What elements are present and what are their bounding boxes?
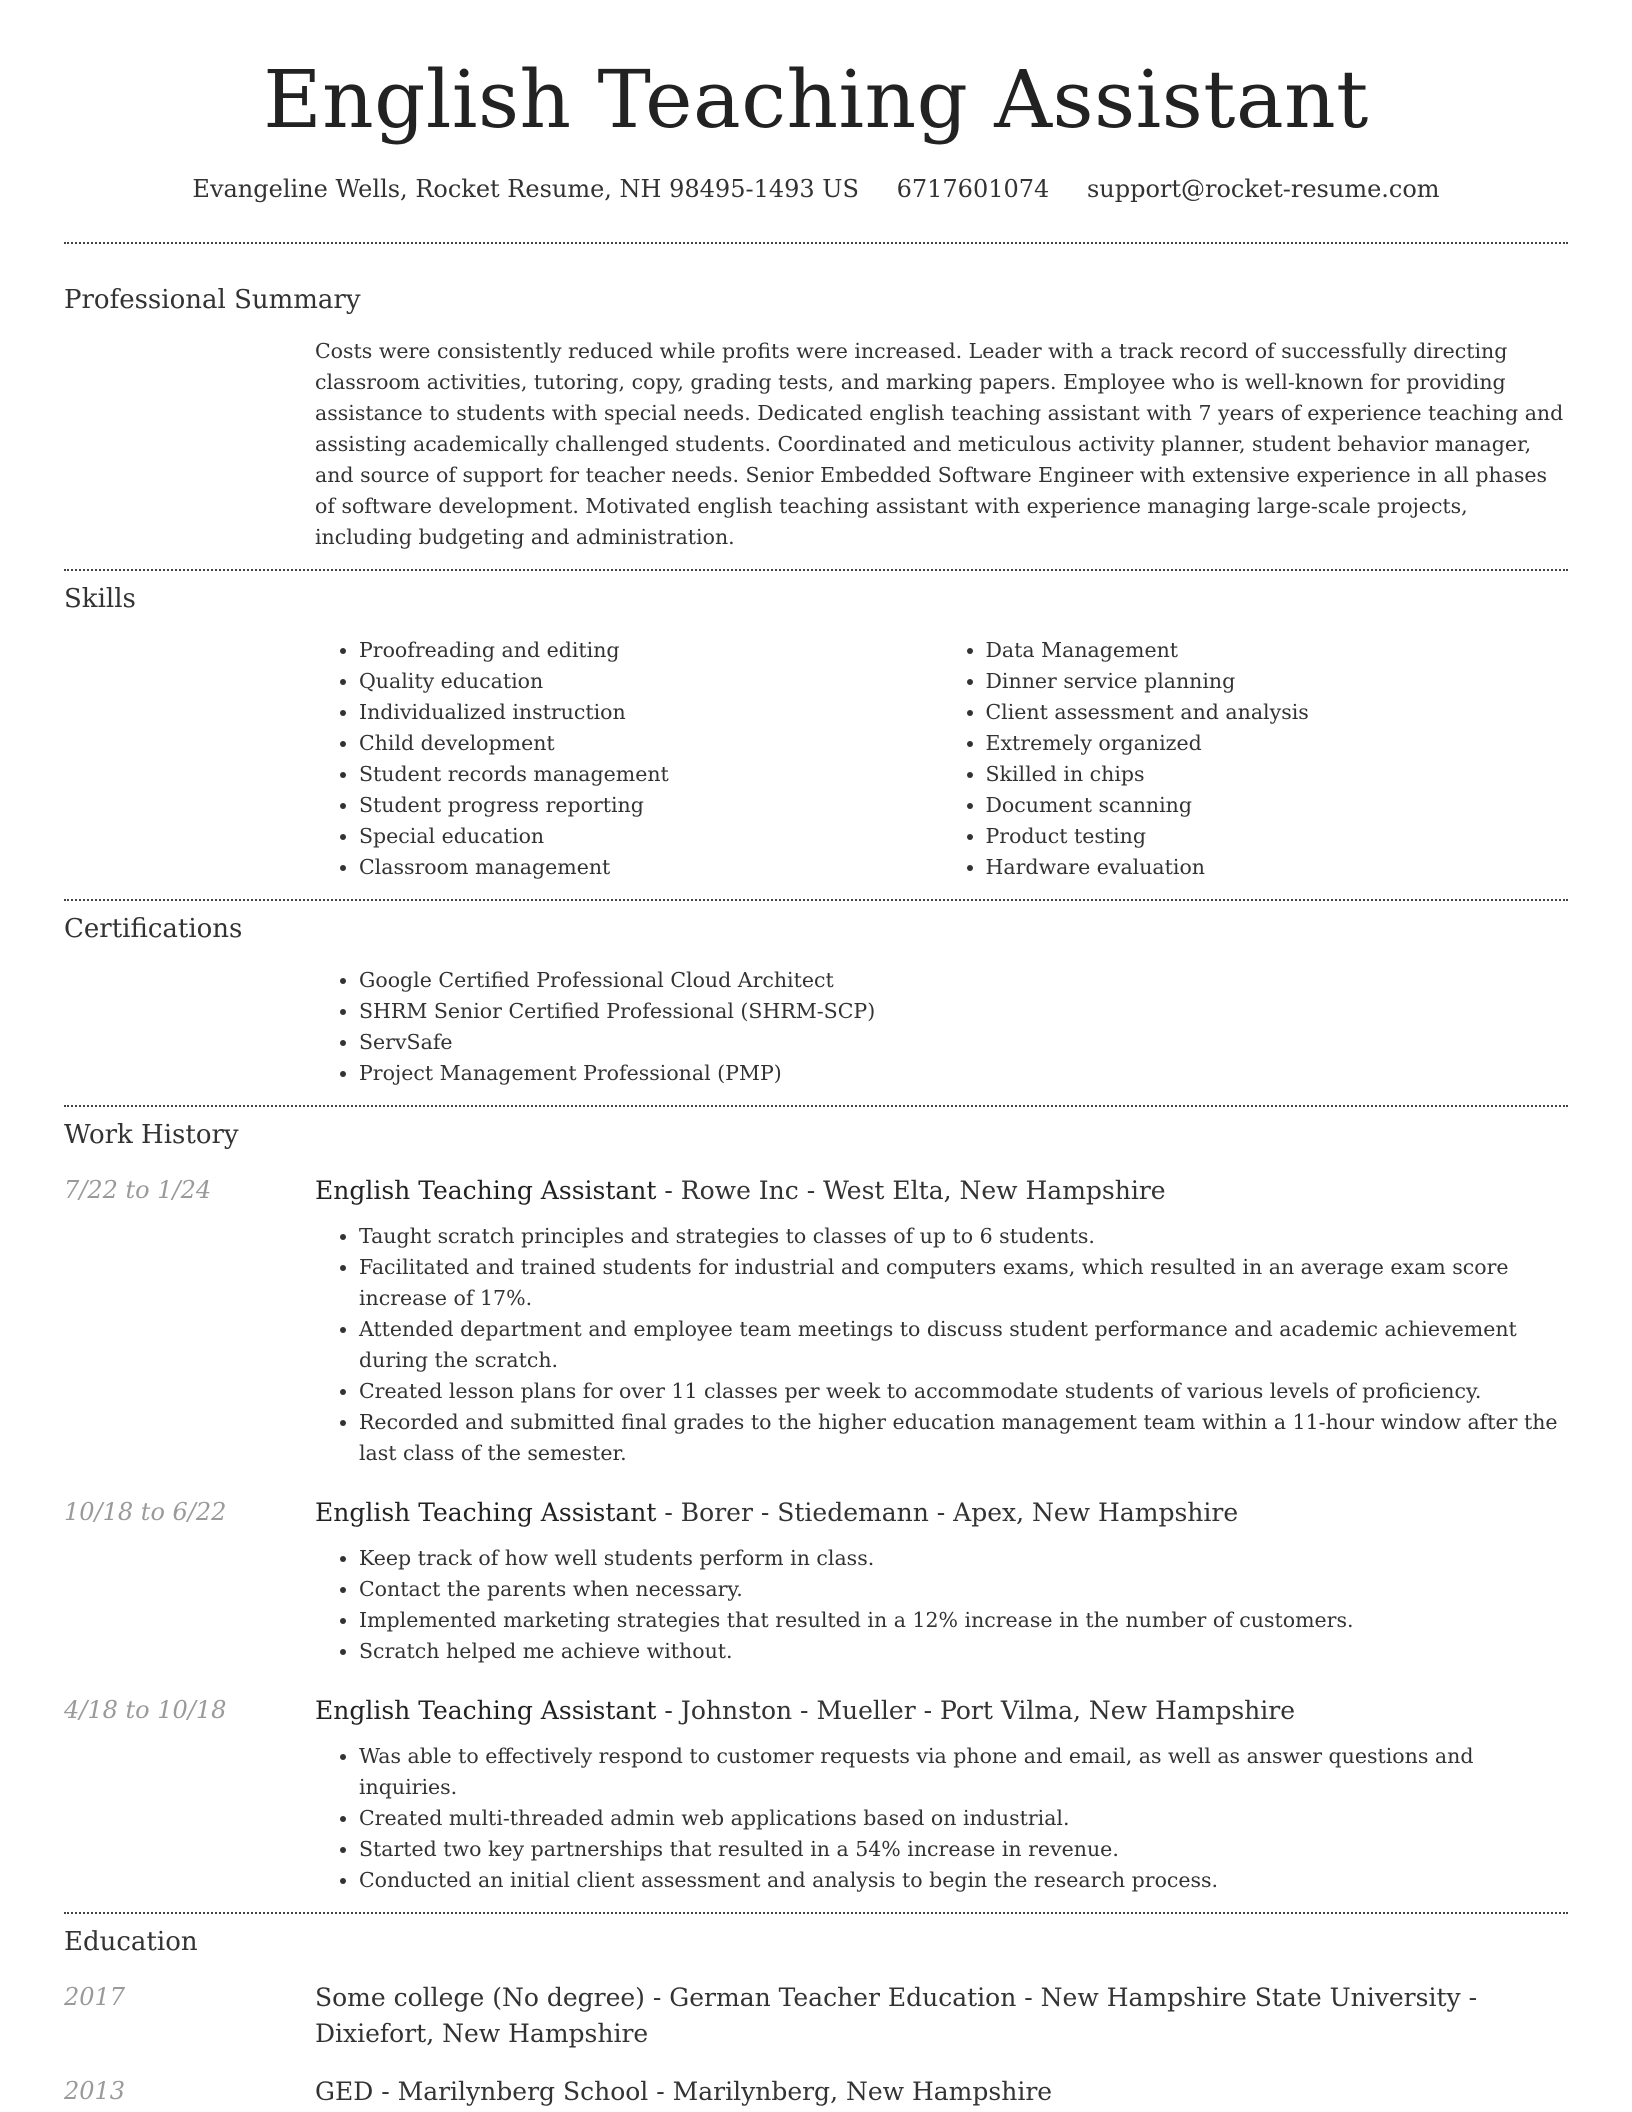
- job-bullet: • Was able to effectively respond to customer requests via phone and email, as well as answer questions and inquiries.: [359, 1741, 1568, 1803]
- job-dates: 4/18 to 10/18: [64, 1696, 227, 1724]
- job-body: [315, 1173, 1568, 1469]
- job-bullet: • Attended department and employee team meetings to discuss student performance and academic achievement during the scratch.: [359, 1314, 1568, 1376]
- certification-item: • Project Management Professional (PMP): [359, 1058, 1568, 1089]
- divider: [64, 1105, 1568, 1107]
- summary-heading: Professional Summary: [64, 285, 361, 315]
- job-bullets: [315, 1221, 1568, 1469]
- job-body: [315, 1495, 1568, 1667]
- skill-item: • Proofreading and editing: [359, 635, 942, 666]
- job-bullet: • Keep track of how well students perform in class.: [359, 1543, 1568, 1574]
- job-bullet: • Implemented marketing strategies that resulted in a 12% increase in the number of customers.: [359, 1605, 1568, 1636]
- job-employer: - Borer - Stiedemann - Apex, New Hampshire: [656, 1498, 1239, 1527]
- job-title: [315, 1495, 1568, 1531]
- job-bullets: [315, 1543, 1568, 1667]
- job-entry: [64, 1173, 1568, 1469]
- education-year: 2017: [64, 1983, 126, 2011]
- resume-title: English Teaching Assistant: [263, 53, 1369, 146]
- certifications-body: [315, 965, 1568, 1089]
- skills-columns: [315, 635, 1568, 883]
- skill-item: • Skilled in chips: [986, 759, 1569, 790]
- skills-list-right: [942, 635, 1569, 883]
- skill-item: • Student progress reporting: [359, 790, 942, 821]
- skill-item: • Data Management: [986, 635, 1569, 666]
- skill-item: • Hardware evaluation: [986, 852, 1569, 883]
- education-section: [0, 1924, 1632, 2110]
- job-bullet: • Started two key partnerships that resulted in a 54% increase in revenue.: [359, 1834, 1568, 1865]
- job-role: English Teaching Assistant: [315, 1696, 657, 1725]
- job-entry: [64, 1693, 1568, 1896]
- contact-phone: 6717601074: [896, 175, 1050, 203]
- divider: [64, 1912, 1568, 1914]
- contact-line: [0, 174, 1632, 204]
- job-bullets: [315, 1741, 1568, 1896]
- education-title: [315, 2074, 1568, 2110]
- job-title: [315, 1173, 1568, 1209]
- divider: [64, 899, 1568, 901]
- skills-list-left: [315, 635, 942, 883]
- job-bullet: • Created lesson plans for over 11 classes per week to accommodate students of various levels of proficiency.: [359, 1376, 1568, 1407]
- skill-item: • Quality education: [359, 666, 942, 697]
- certifications-section: [0, 911, 1632, 1089]
- job-title: [315, 1693, 1568, 1729]
- skill-item: • Child development: [359, 728, 942, 759]
- education-degree: Some college (No degree) - German Teacher Education: [315, 1983, 1017, 2012]
- job-entry: [64, 1495, 1568, 1667]
- education-entry: [64, 1980, 1568, 2052]
- skill-item: • Student records management: [359, 759, 942, 790]
- job-role: English Teaching Assistant: [315, 1498, 657, 1527]
- certification-item: • SHRM Senior Certified Professional (SHRM-SCP): [359, 996, 1568, 1027]
- summary-section: [0, 282, 1632, 553]
- skills-heading: Skills: [64, 584, 136, 614]
- job-bullet: • Created multi-threaded admin web applications based on industrial.: [359, 1803, 1568, 1834]
- skill-item: • Special education: [359, 821, 942, 852]
- skill-item: • Individualized instruction: [359, 697, 942, 728]
- divider: [64, 242, 1568, 244]
- certifications-list: [315, 965, 1568, 1089]
- job-bullet: • Recorded and submitted final grades to the higher education management team within a 11-hour window after the last class of the semester.: [359, 1407, 1568, 1469]
- summary-body: [315, 336, 1568, 553]
- work-heading: Work History: [64, 1120, 239, 1150]
- contact-email: support@rocket-resume.com: [1086, 175, 1440, 203]
- job-bullet: • Facilitated and trained students for industrial and computers exams, which resulted in an average exam score increase of 17%.: [359, 1252, 1568, 1314]
- skill-item: • Product testing: [986, 821, 1569, 852]
- skill-item: • Dinner service planning: [986, 666, 1569, 697]
- skill-item: • Client assessment and analysis: [986, 697, 1569, 728]
- education-heading: Education: [64, 1927, 198, 1957]
- skill-item: • Document scanning: [986, 790, 1569, 821]
- job-bullet: • Conducted an initial client assessment and analysis to begin the research process.: [359, 1865, 1568, 1896]
- contact-address: Evangeline Wells, Rocket Resume, NH 98495-1493 US: [192, 175, 859, 203]
- job-bullet: • Scratch helped me achieve without.: [359, 1636, 1568, 1667]
- skill-item: • Extremely organized: [986, 728, 1569, 759]
- skill-item: • Classroom management: [359, 852, 942, 883]
- education-school: - Marilynberg School - Marilynberg, New Hampshire: [373, 2077, 1053, 2106]
- job-bullet: • Taught scratch principles and strategies to classes of up to 6 students.: [359, 1221, 1568, 1252]
- education-year: 2013: [64, 2077, 126, 2105]
- education-degree: GED: [315, 2077, 374, 2106]
- work-section: [0, 1117, 1632, 1896]
- job-role: English Teaching Assistant: [315, 1176, 657, 1205]
- education-body: [315, 2074, 1568, 2110]
- education-school: - New Hampshire State University - Dixiefort, New Hampshire: [315, 1983, 1478, 2048]
- certification-item: • ServSafe: [359, 1027, 1568, 1058]
- job-dates: 10/18 to 6/22: [64, 1498, 227, 1526]
- education-body: [315, 1980, 1568, 2052]
- certification-item: • Google Certified Professional Cloud Architect: [359, 965, 1568, 996]
- divider: [64, 569, 1568, 571]
- job-bullet: • Contact the parents when necessary.: [359, 1574, 1568, 1605]
- certifications-heading: Certifications: [64, 914, 243, 944]
- job-employer: - Rowe Inc - West Elta, New Hampshire: [656, 1176, 1166, 1205]
- job-employer: - Johnston - Mueller - Port Vilma, New Hampshire: [656, 1696, 1296, 1725]
- job-dates: 7/22 to 1/24: [64, 1176, 212, 1204]
- education-entry: [64, 2074, 1568, 2110]
- summary-text: Costs were consistently reduced while profits were increased. Leader with a track record of successfully directing classroom activities, tutoring, copy, grading tests, and marking papers. Employee who is well-known for providing assistance to students with special needs. Dedicated english teaching assistant with 7 years of experience teaching and assisting academically challenged students. Coordinated and meticulous activity planner, student behavior manager, and source of support for teacher needs. Senior Embedded Software Engineer with extensive experience in all phases of software development. Motivated english teaching assistant with experience managing large-scale projects, including budgeting and administration.: [315, 339, 1564, 549]
- skills-section: [0, 581, 1632, 883]
- job-body: [315, 1693, 1568, 1896]
- education-title: [315, 1980, 1568, 2052]
